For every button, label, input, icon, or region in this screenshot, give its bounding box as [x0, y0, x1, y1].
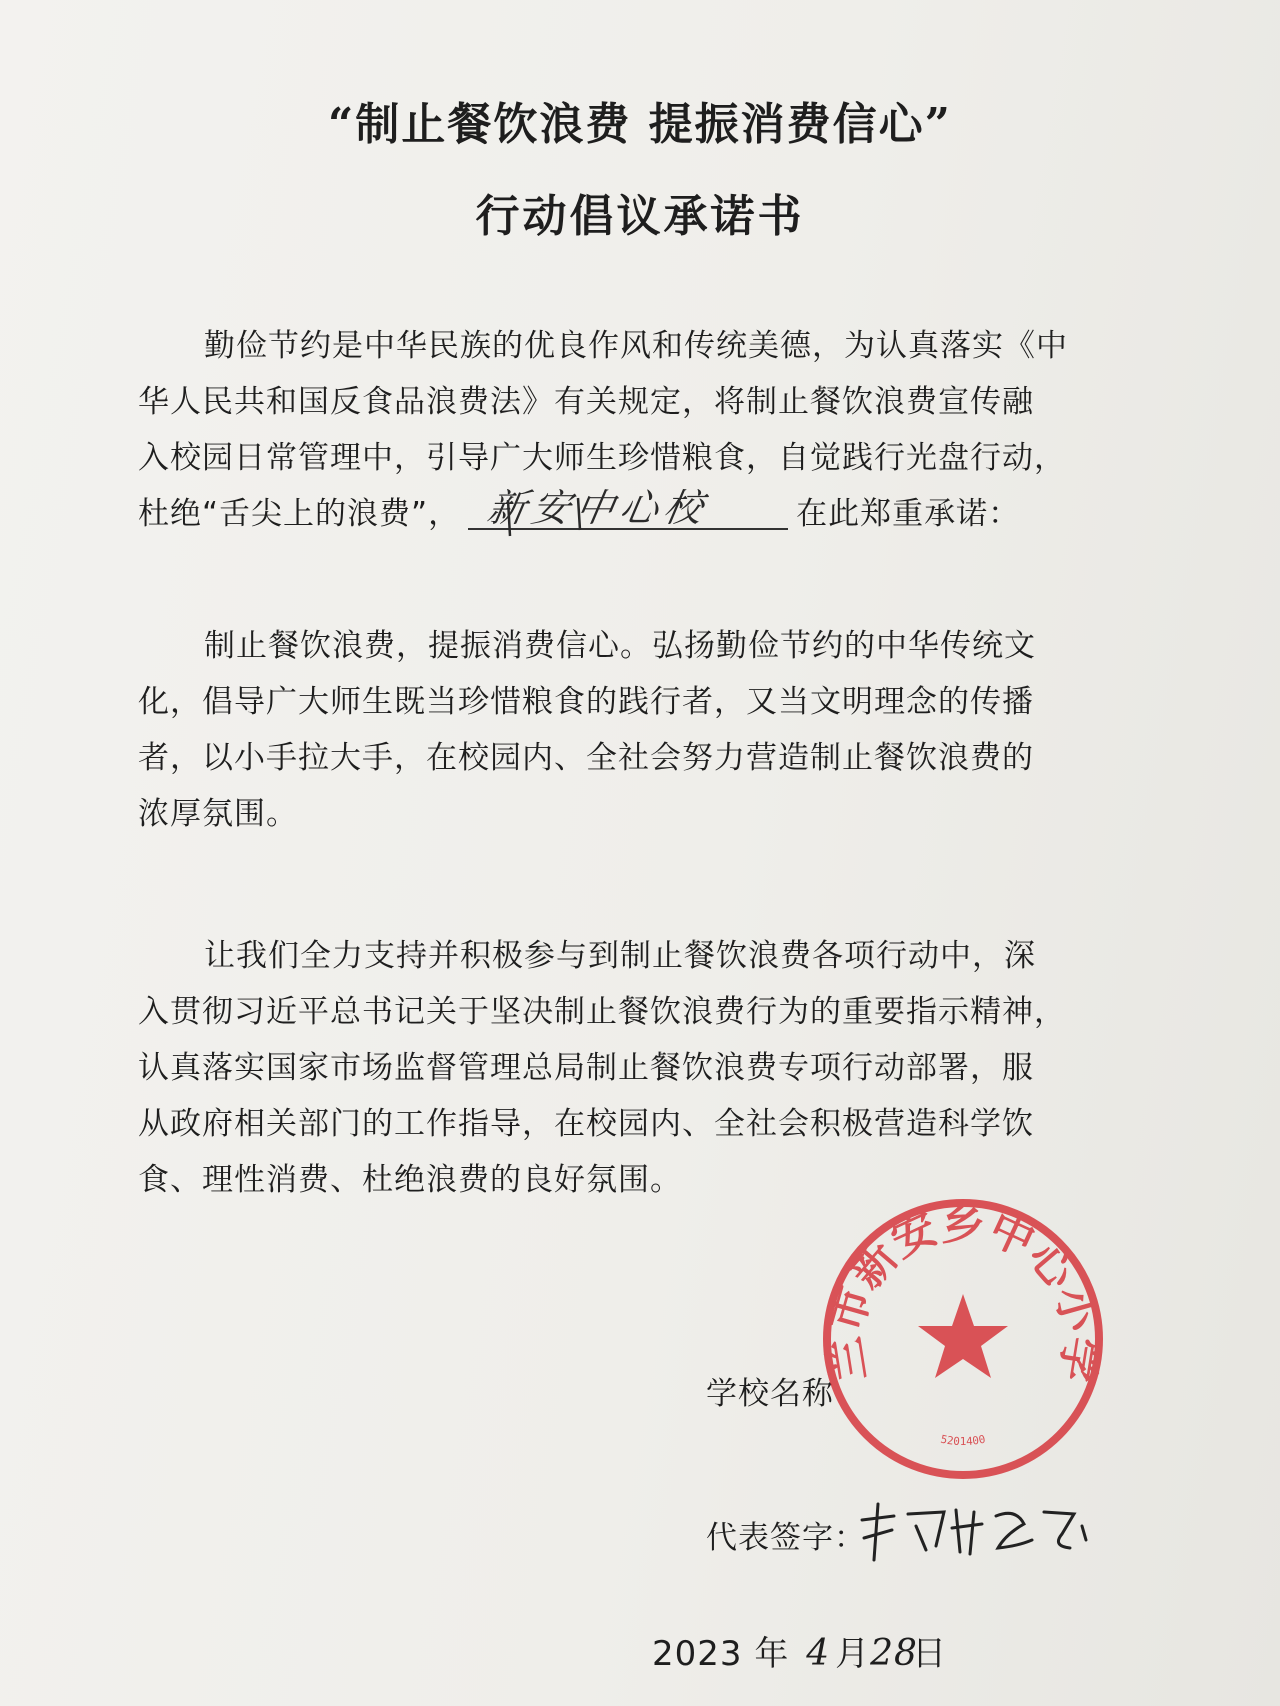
paragraph-2-line-2: 化，倡导广大师生既当珍惜粮食的践行者，又当文明理念的传播: [138, 684, 1034, 720]
paragraph-2-line-1: 制止餐饮浪费，提振消费信心。弘扬勤俭节约的中华传统文: [204, 628, 1036, 664]
paragraph-1-line-4: [138, 486, 1138, 542]
paragraph-3-line-2: 入贯彻习近平总书记关于坚决制止餐饮浪费行为的重要指示精神，: [138, 994, 1066, 1030]
paragraph-1-line-4-prefix: 杜绝“舌尖上的浪费”，: [138, 496, 461, 532]
paragraph-1-line-2: 华人民共和国反食品浪费法》有关规定，将制止餐饮浪费宣传融: [138, 384, 1034, 420]
date-line: [652, 1626, 947, 1675]
official-seal-icon: [818, 1194, 1108, 1484]
handwritten-signature-icon: [856, 1490, 1096, 1570]
date-month-handwritten: 4: [806, 1633, 831, 1674]
title-line-1: “制止餐饮浪费 提振消费信心”: [328, 99, 952, 150]
paragraph-1: [138, 318, 1138, 542]
paragraph-3-line-5: 食、理性消费、杜绝浪费的良好氛围。: [138, 1162, 682, 1198]
date-year: 2023: [652, 1634, 743, 1674]
paragraph-2: [138, 618, 1138, 842]
paragraph-1-line-4-suffix: 在此郑重承诺：: [796, 496, 1021, 532]
paragraph-2-line-4: 浓厚氛围。: [138, 796, 298, 832]
date-year-unit: 年: [754, 1634, 790, 1674]
title-line-2: 行动倡议承诺书: [475, 191, 805, 242]
school-name-handwritten: 新安中心校: [484, 486, 713, 530]
paragraph-1-line-1: 勤俭节约是中华民族的优良作风和传统美德，为认真落实《中: [204, 328, 1068, 364]
school-name-fill-blank: [468, 488, 788, 530]
paragraph-3-line-3: 认真落实国家市场监督管理总局制止餐饮浪费专项行动部署，服: [138, 1050, 1034, 1086]
paragraph-3: [138, 928, 1138, 1208]
paragraph-3-line-1: 让我们全力支持并积极参与到制止餐饮浪费各项行动中，深: [204, 938, 1036, 974]
seal-text: 兰市新安乡中心小学: [819, 1198, 1107, 1385]
paragraph-2-line-3: 者，以小手拉大手，在校园内、全社会努力营造制止餐饮浪费的: [138, 740, 1034, 776]
date-month-unit: 月: [835, 1634, 871, 1674]
school-name-label: 学校名称: [706, 1376, 834, 1412]
seal-code: 5201400: [939, 1432, 987, 1449]
paragraph-3-line-4: 从政府相关部门的工作指导，在校园内、全社会积极营造科学饮: [138, 1106, 1034, 1142]
paragraph-1-line-3: 入校园日常管理中，引导广大师生珍惜粮食，自觉践行光盘行动，: [138, 440, 1066, 476]
representative-signature-label: 代表签字：: [706, 1520, 866, 1556]
date-day-unit: 日: [912, 1634, 948, 1674]
date-day-handwritten: 28: [870, 1633, 918, 1674]
